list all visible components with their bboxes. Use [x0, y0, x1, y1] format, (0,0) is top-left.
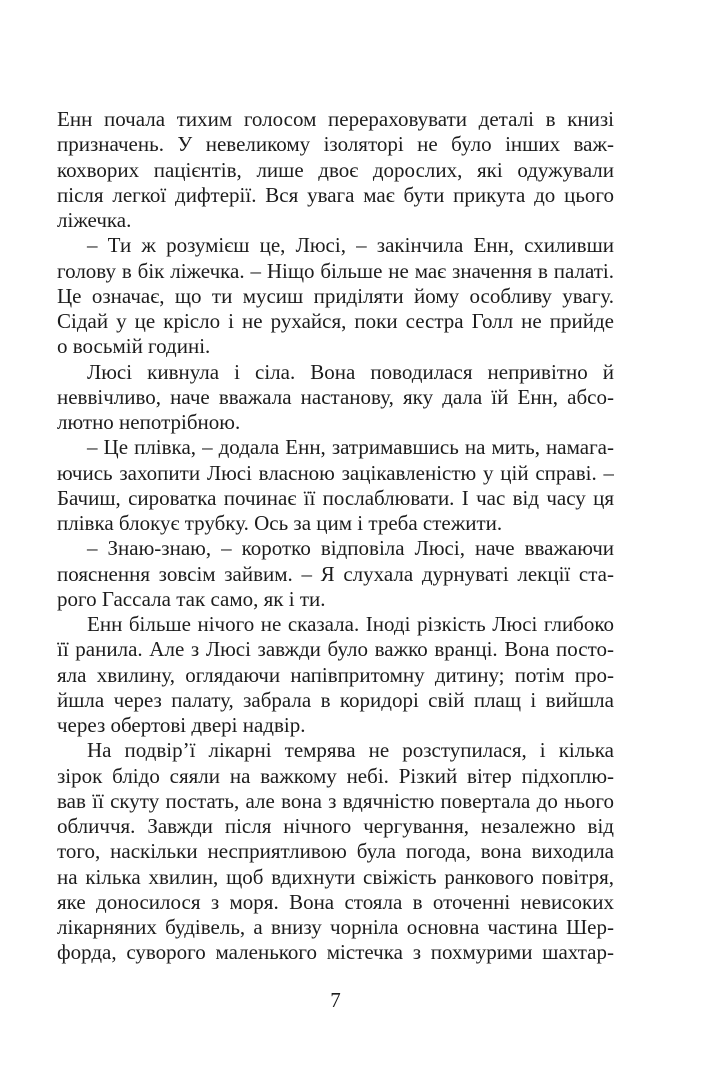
text-line: після легкої дифтерії. Вся увага має бути прикута до цього — [57, 182, 614, 207]
text-line: Енн більше нічого не сказала. Іноді різкість Люсі глибоко — [87, 612, 614, 636]
text-line: через обертові двері надвір. — [57, 713, 306, 737]
text-line: її ранила. Але з Люсі завжди було важко вранці. Вона посто- — [57, 637, 614, 662]
text-line: лютно непотрібною. — [57, 410, 241, 434]
text-line: обличчя. Завжди після нічного чергування, незалежно від — [57, 814, 614, 838]
text-line: кохворих пацієнтів, лише двоє дорослих, які одужували — [57, 157, 614, 182]
text-line: голову в бік ліжечка. – Ніщо більше не має значення в палаті. — [57, 258, 614, 283]
text-line: яла хвилину, оглядаючи напівпритомну дитину; потім про- — [57, 662, 614, 687]
text-line: того, наскільки несприятливою була погода, вона виходила — [57, 839, 614, 864]
text-line: На подвір’ї лікарні темрява не розступилася, і кілька — [87, 738, 614, 763]
text-line: Бачиш, сироватка починає її послаблювати. І час від часу ця — [57, 485, 614, 510]
text-line: вав її скуту постать, але вона з вдячністю повертала до нього — [57, 788, 614, 813]
text-line: плівка блокує трубку. Ось за цим і треба стежити. — [57, 511, 503, 535]
text-line: ліжечка. — [57, 208, 132, 232]
text-line: Енн почала тихим голосом перераховувати деталі в книзі — [57, 107, 614, 131]
text-line: Це означає, що ти мусиш приділяти йому особливу увагу. — [57, 283, 614, 308]
page-number: 7 — [330, 988, 341, 1012]
text-line: зірок блідо сяяли на важкому небі. Різкий вітер підхоплю- — [57, 763, 614, 788]
text-line: рого Гассала так само, як і ти. — [57, 586, 326, 611]
text-line: пояснення зовсім зайвим. – Я слухала дурнуваті лекції ста- — [57, 561, 614, 586]
text-line: яке доносилося з моря. Вона стояла в оточенні невисоких — [57, 889, 614, 914]
text-line: Люсі кивнула і сіла. Вона поводилася непривітно й — [87, 359, 614, 384]
text-line: – Ти ж розумієш це, Люсі, – закінчила Енн, схиливши — [87, 233, 614, 258]
text-line: ючись захопити Люсі власною зацікавленістю у цій справі. – — [57, 460, 614, 485]
text-line: Сідай у це крісло і не рухайся, поки сестра Голл не прийде — [57, 309, 614, 333]
text-line: – Знаю-знаю, – коротко відповіла Люсі, наче вважаючи — [87, 536, 614, 561]
text-line: лікарняних будівель, а внизу чорніла основна частина Шер- — [57, 915, 614, 939]
text-line: о восьмій годині. — [57, 334, 211, 359]
text-line: йшла через палату, забрала в коридорі свій плащ і вийшла — [57, 687, 614, 712]
text-line: призначень. У невеликому ізоляторі не було інших важ- — [57, 132, 614, 157]
text-line: неввічливо, наче вважала настанову, яку дала їй Енн, абсо- — [57, 384, 614, 409]
text-line: форда, суворого маленького містечка з похмурими шахтар- — [57, 940, 614, 965]
text-line: – Це плівка, – додала Енн, затримавшись на мить, намага- — [87, 435, 614, 460]
text-line: на кілька хвилин, щоб вдихнути свіжість ранкового повітря, — [57, 864, 614, 889]
page-text — [57, 107, 614, 966]
